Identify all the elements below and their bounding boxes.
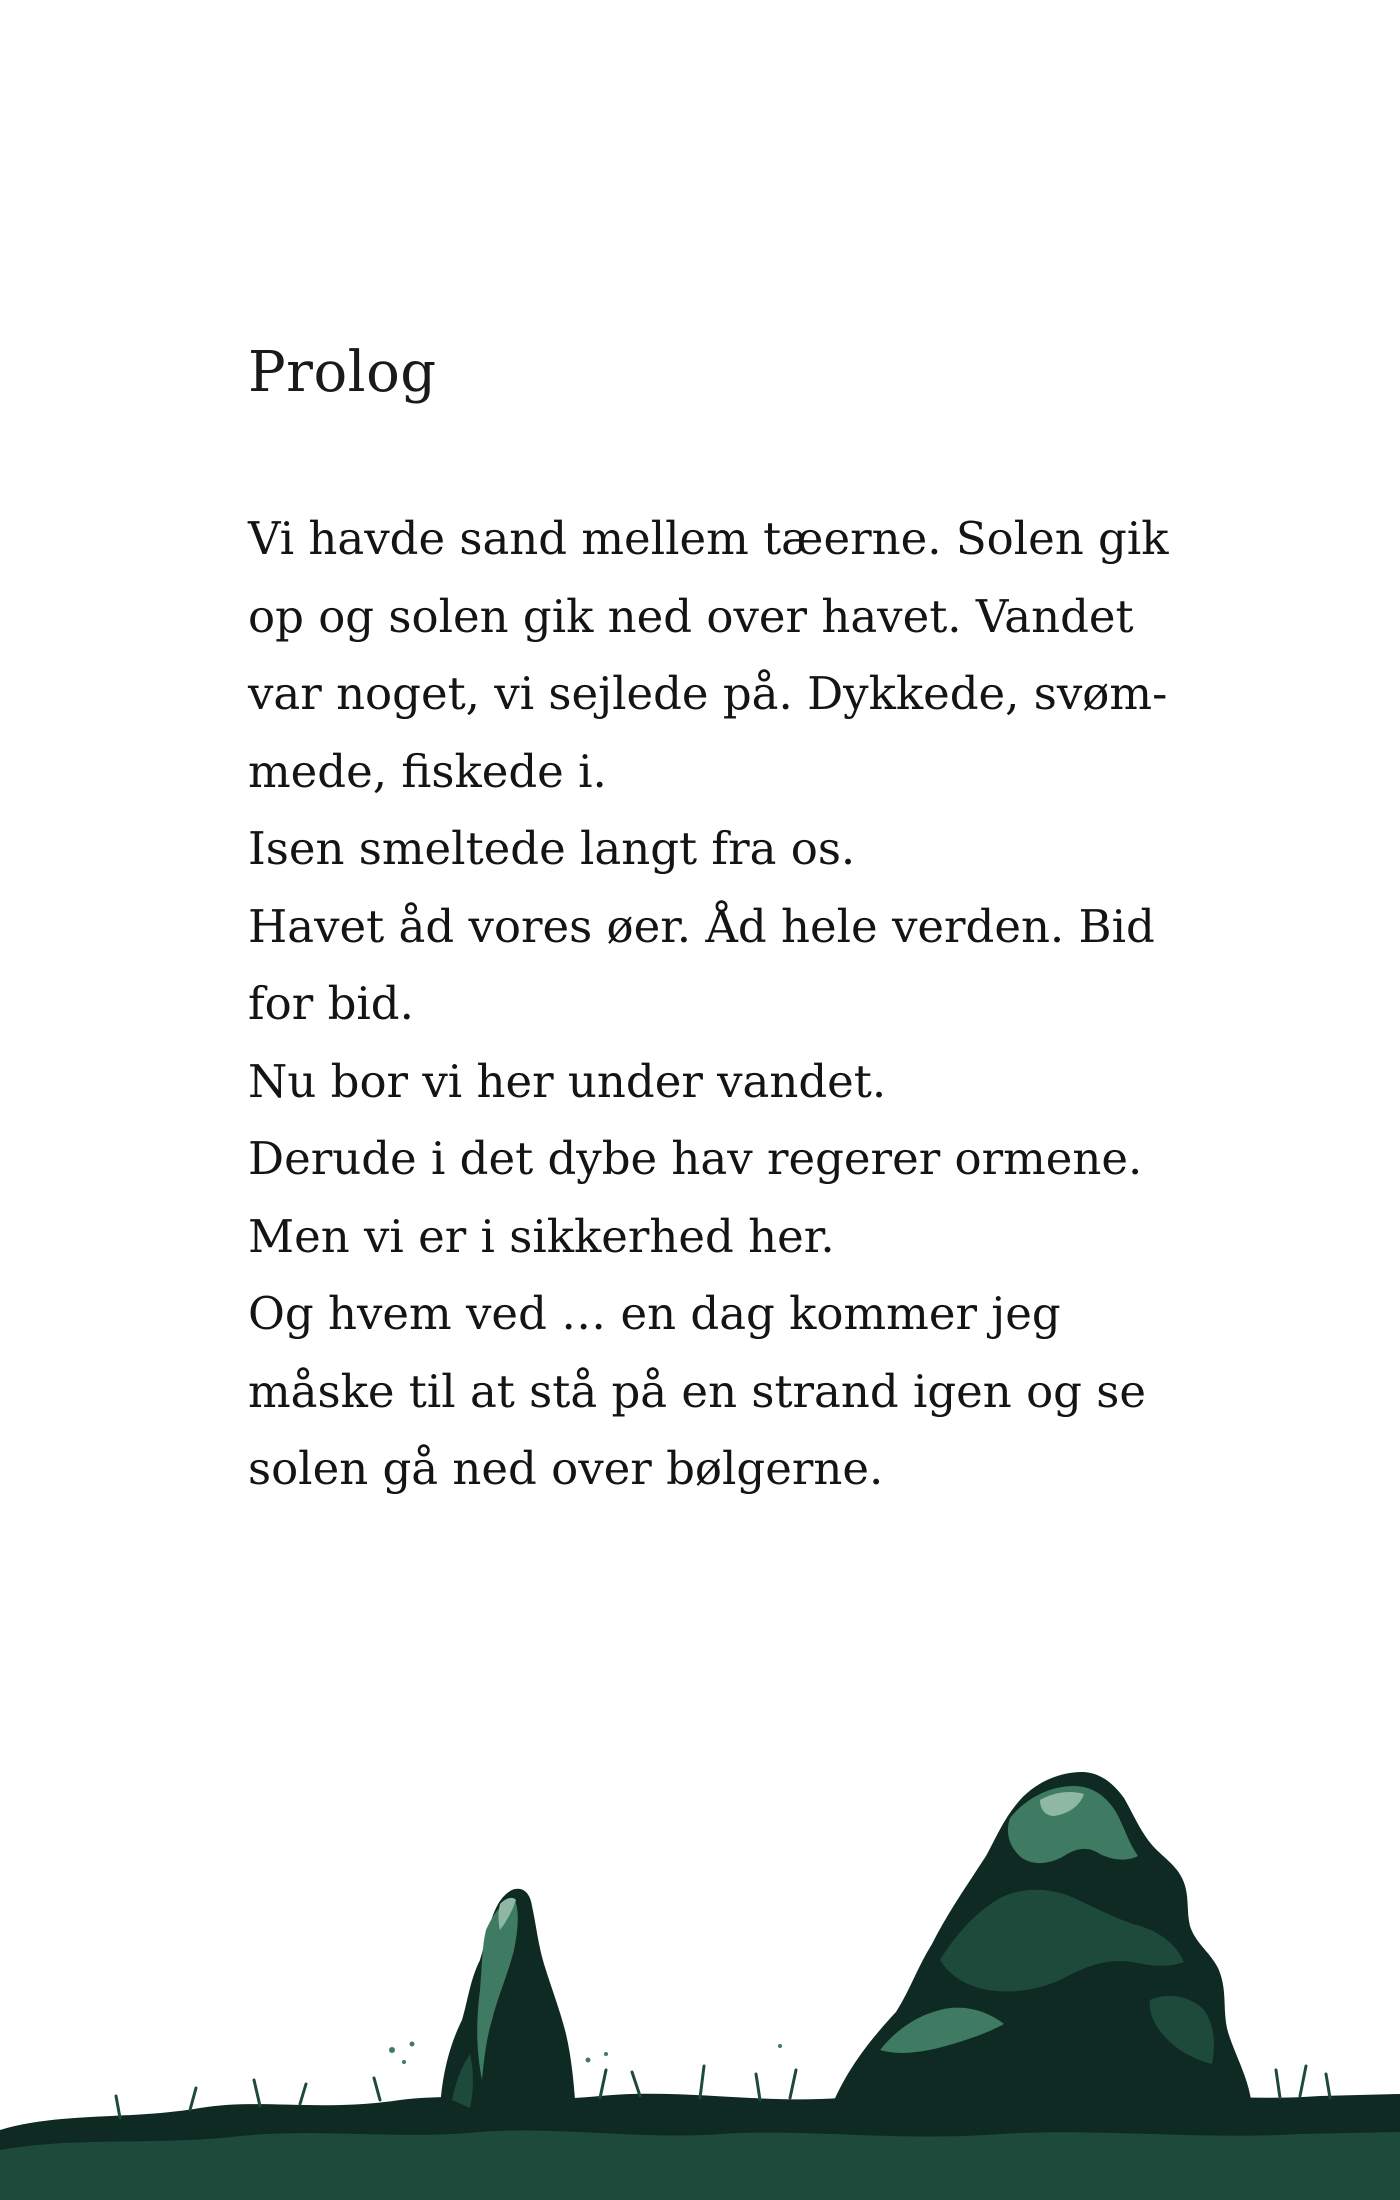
text-line: for bid. xyxy=(248,977,414,1030)
prologue-text xyxy=(248,500,1169,1508)
sea-rocks-illustration xyxy=(0,1740,1400,2200)
text-line: var noget, vi sejlede på. Dykkede, svøm- xyxy=(248,667,1168,720)
seafloor-highlight xyxy=(0,2130,1400,2200)
text-line: måske til at stå på en strand igen og se xyxy=(248,1364,1147,1418)
text-line: Nu bor vi her under vandet. xyxy=(248,1054,887,1108)
text-line: solen gå ned over bølgerne. xyxy=(248,1442,884,1495)
text-line: Derude i det dybe hav regerer ormene. xyxy=(248,1132,1143,1185)
text-line: Men vi er i sikkerhed her. xyxy=(248,1209,835,1263)
text-line: Havet åd vores øer. Åd hele verden. Bid xyxy=(248,899,1155,953)
chapter-title: Prolog xyxy=(248,340,437,405)
text-line: Og hvem ved … en dag kommer jeg xyxy=(248,1287,1061,1340)
text-line: Isen smeltede langt fra os. xyxy=(248,822,856,875)
text-line: Vi havde sand mellem tæerne. Solen gik xyxy=(248,512,1169,565)
text-line: op og solen gik ned over havet. Vandet xyxy=(248,589,1134,643)
text-line: mede, fiskede i. xyxy=(248,744,607,798)
